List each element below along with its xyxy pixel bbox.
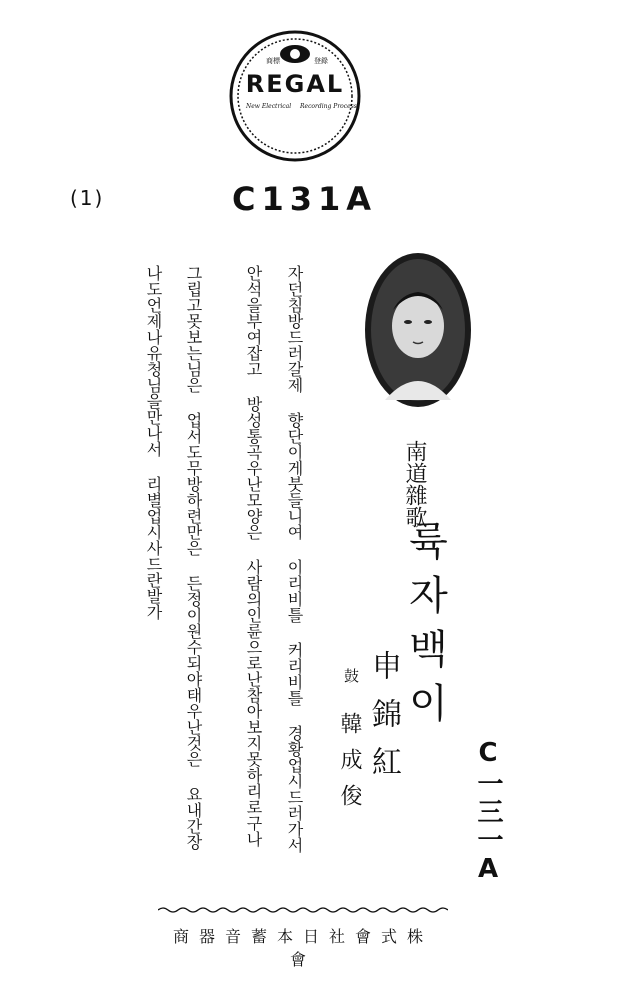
lyric-phrase: 나도언제나유청님을만나서 [144, 265, 163, 457]
lyric-phrase: 경황업시드러가서 [285, 725, 304, 853]
genre: 南道雜歌 [402, 440, 427, 528]
lyric-column-2 [245, 265, 261, 847]
page-number: (1) [70, 186, 105, 210]
lyric-phrase: 든정이원수되야태우난것은 [184, 575, 203, 767]
lyric-phrase: 향단이게붓들니여 [285, 412, 304, 540]
logo-line-left: New Electrical [246, 103, 292, 110]
lyric-column-3 [185, 265, 201, 850]
singer-name: 申錦紅 [366, 650, 401, 794]
logo-brand: REGAL [245, 70, 345, 98]
lyric-phrase: 업서도무방하련만은 [184, 412, 203, 556]
logo-small-left: 商標 [266, 57, 280, 65]
lyric-phrase: 자던침방드러갈제 [285, 265, 304, 393]
record-id: C131A [232, 180, 378, 218]
publisher-text: 株式會社日本蓄音器商會 [172, 927, 433, 969]
lyric-phrase: 안석을부여잡고 [244, 265, 263, 377]
decorative-rule [158, 905, 448, 915]
regal-logo [228, 30, 363, 162]
lyric-column-1 [286, 265, 302, 853]
logo-small-right: 登錄 [314, 57, 328, 65]
lyric-phrase: 사람의인륜으로난참아보지못하리로구나 [244, 559, 263, 847]
lyric-phrase: 이리비틀 [285, 559, 304, 623]
accompanist-name: 韓成俊 [337, 712, 362, 820]
lyric-column-4 [145, 265, 161, 620]
singer-portrait [363, 250, 473, 410]
lyric-phrase: 커리비틀 [285, 642, 304, 706]
lyric-phrase: 방성통곡우난모양은 [244, 396, 263, 540]
lyric-phrase: 그립고못보는님은 [184, 265, 203, 393]
song-title: 륙자백이 [402, 520, 448, 736]
publisher [168, 924, 438, 970]
accompanist-instrument: 鼓 [342, 668, 360, 683]
lyric-phrase: 요내간장 [184, 786, 203, 850]
logo-line-right: Recording Process [300, 103, 357, 110]
catalog-side: C一三一A [473, 738, 503, 886]
lyric-phrase: 리별업시사드란발가 [144, 476, 163, 620]
